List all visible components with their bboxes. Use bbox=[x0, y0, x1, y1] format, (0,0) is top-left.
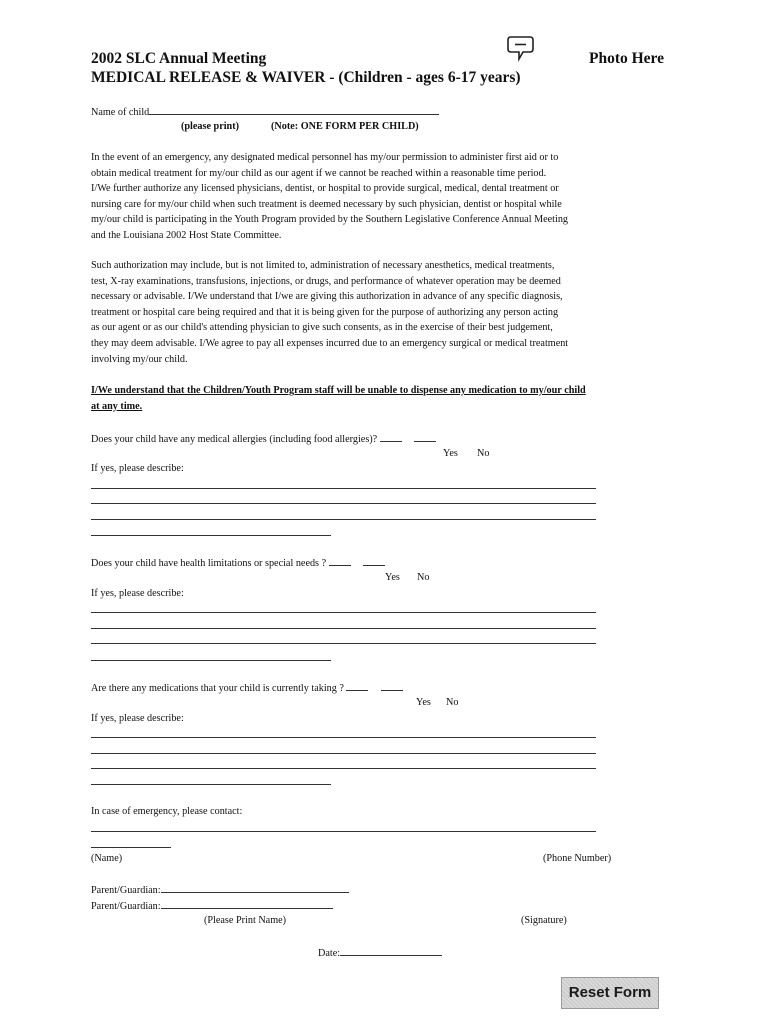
medications-line-3[interactable] bbox=[91, 768, 596, 769]
photo-placeholder: Photo Here bbox=[589, 50, 665, 67]
medications-yes-label: Yes bbox=[416, 697, 431, 708]
allergies-line-3[interactable] bbox=[91, 519, 596, 520]
medications-yes-field[interactable] bbox=[346, 679, 368, 691]
health-line-4[interactable] bbox=[91, 660, 331, 661]
form-subtitle: MEDICAL RELEASE & WAIVER - (Children - ages 6-17 years) bbox=[91, 69, 521, 86]
please-print-hint: (please print) bbox=[181, 121, 240, 132]
child-name-label: Name of child bbox=[91, 107, 150, 118]
health-no-label: No bbox=[417, 572, 430, 583]
emergency-contact-label: In case of emergency, please contact: bbox=[91, 806, 243, 817]
reset-form-button[interactable]: Reset Form bbox=[561, 977, 659, 1009]
medications-describe-label: If yes, please describe: bbox=[91, 713, 184, 724]
health-no-field[interactable] bbox=[363, 554, 385, 566]
health-line-1[interactable] bbox=[91, 612, 596, 613]
allergies-no-label: No bbox=[477, 448, 490, 459]
guardian-1-field[interactable] bbox=[161, 881, 349, 893]
health-yes-field[interactable] bbox=[329, 554, 351, 566]
emergency-contact-line[interactable] bbox=[91, 831, 596, 832]
date-field[interactable] bbox=[340, 944, 442, 956]
allergies-no-field[interactable] bbox=[414, 430, 436, 442]
child-name-field[interactable] bbox=[149, 103, 439, 115]
allergies-yes-label: Yes bbox=[443, 448, 458, 459]
one-form-note: (Note: ONE FORM PER CHILD) bbox=[271, 121, 419, 132]
allergies-line-2[interactable] bbox=[91, 503, 596, 504]
date-row: Date: bbox=[318, 944, 442, 962]
guardian-2-field[interactable] bbox=[161, 897, 333, 909]
emergency-contact-line-2[interactable] bbox=[91, 847, 171, 848]
question-medications: Are there any medications that your child is currently taking ? bbox=[91, 679, 403, 697]
health-describe-label: If yes, please describe: bbox=[91, 588, 184, 599]
medications-line-1[interactable] bbox=[91, 737, 596, 738]
allergies-describe-label: If yes, please describe: bbox=[91, 463, 184, 474]
health-yes-label: Yes bbox=[385, 572, 400, 583]
speech-bubble-icon[interactable] bbox=[507, 34, 534, 62]
signature-caption: (Signature) bbox=[521, 915, 567, 926]
medication-notice: I/We understand that the Children/Youth Program staff will be unable to dispense any medication to my/our child at any time. bbox=[91, 385, 586, 412]
question-allergies: Does your child have any medical allergies (including food allergies)? bbox=[91, 430, 436, 448]
paragraph-authorization: In the event of an emergency, any designated medical personnel has my/our permission to administer first aid or to obtain medical treatment for my/our child as our agent if we cannot be reached within a reasonable time period. I/We further authorize any licensed physicians, dentist, or hospital to provide surgical, medical, dental treatment or nursing care for my/our child when such treatment is deemed necessary by such physician, dentist or hospital while my/our child is participating in the Youth Program provided by the Southern Legislative Conference Annual Meeting and the Louisiana 2002 Host State Committee. bbox=[91, 152, 569, 241]
medications-line-4[interactable] bbox=[91, 784, 331, 785]
medications-line-2[interactable] bbox=[91, 753, 596, 754]
allergies-line-1[interactable] bbox=[91, 488, 596, 489]
print-name-caption: (Please Print Name) bbox=[204, 915, 287, 926]
guardian-row-2: Parent/Guardian: bbox=[91, 897, 333, 915]
contact-phone-caption: (Phone Number) bbox=[543, 853, 612, 864]
health-line-3[interactable] bbox=[91, 643, 596, 644]
question-health: Does your child have health limitations or special needs ? bbox=[91, 554, 385, 572]
form-title: 2002 SLC Annual Meeting bbox=[91, 50, 267, 67]
contact-name-caption: (Name) bbox=[91, 853, 123, 864]
medications-no-label: No bbox=[446, 697, 459, 708]
guardian-row-1: Parent/Guardian: bbox=[91, 881, 349, 899]
paragraph-scope: Such authorization may include, but is not limited to, administration of necessary anesthetics, medical treatments, test, X-ray examinations, transfusions, injections, or drugs, and performance of whatever operation may be deemed necessary or advisable. I/We understand that I/we are giving this authorization in advance of any specific diagnosis, treatment or hospital care being required and that it is being given for the purpose of authorizing any person acting as our agent or as our child's attending physician to give such consents, as in the exercise of their best judgement, they may deem advisable. I/We agree to pay all expenses incurred due to an emergency surgical or medical treatment involving my/our child. bbox=[91, 260, 569, 365]
allergies-yes-field[interactable] bbox=[380, 430, 402, 442]
allergies-line-4[interactable] bbox=[91, 535, 331, 536]
child-name-row bbox=[91, 103, 439, 121]
medications-no-field[interactable] bbox=[381, 679, 403, 691]
health-line-2[interactable] bbox=[91, 628, 596, 629]
